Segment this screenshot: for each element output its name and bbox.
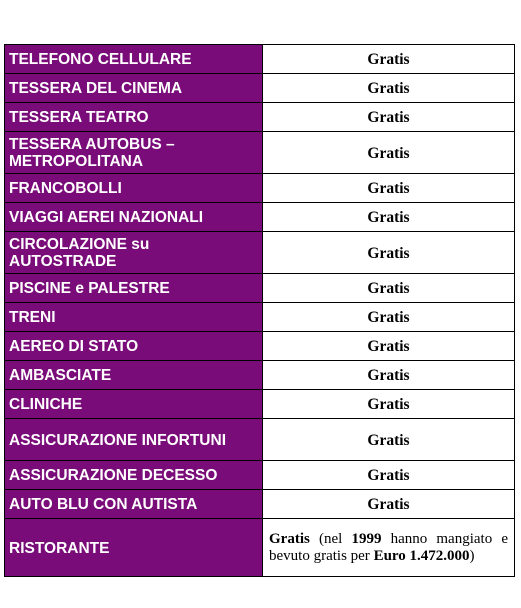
row-label: PISCINE e PALESTRE — [5, 274, 263, 303]
row-label: CLINICHE — [5, 390, 263, 419]
note-lead: Gratis — [269, 530, 310, 547]
row-label: VIAGGI AEREI NAZIONALI — [5, 203, 263, 232]
table-row — [5, 332, 515, 361]
row-value: Gratis — [263, 419, 515, 461]
row-value: Gratis — [263, 490, 515, 519]
row-value: Gratis — [263, 303, 515, 332]
row-label: TELEFONO CELLULARE — [5, 45, 263, 74]
row-value: Gratis — [263, 461, 515, 490]
table-row — [5, 303, 515, 332]
note-open: (nel — [309, 530, 352, 547]
row-label: AEREO DI STATO — [5, 332, 263, 361]
row-label: TESSERA TEATRO — [5, 103, 263, 132]
table-row — [5, 390, 515, 419]
row-label: AMBASCIATE — [5, 361, 263, 390]
row-value: Gratis — [263, 274, 515, 303]
row-label: ASSICURAZIONE INFORTUNI — [5, 419, 263, 461]
table-row — [5, 74, 515, 103]
table-row-ristorante — [5, 519, 515, 577]
row-value: Gratis — [263, 132, 515, 174]
row-label: CIRCOLAZIONE su AUTOSTRADE — [5, 232, 263, 274]
row-value: Gratis — [263, 103, 515, 132]
row-label: TRENI — [5, 303, 263, 332]
note-year: 1999 — [351, 530, 382, 547]
ristorante-note — [263, 519, 515, 577]
privileges-table — [4, 44, 515, 577]
table-row — [5, 45, 515, 74]
table-row — [5, 232, 515, 274]
table-row — [5, 419, 515, 461]
row-label: ASSICURAZIONE DECESSO — [5, 461, 263, 490]
row-label: TESSERA AUTOBUS – METROPOLITANA — [5, 132, 263, 174]
table-row — [5, 203, 515, 232]
row-value: Gratis — [263, 174, 515, 203]
note-close: ) — [469, 547, 475, 564]
note-middle: hanno mangiato e bevuto gratis per — [269, 530, 508, 564]
privileges-table-container — [4, 44, 514, 577]
row-value: Gratis — [263, 74, 515, 103]
table-row — [5, 361, 515, 390]
row-value: Gratis — [263, 361, 515, 390]
table-row — [5, 132, 515, 174]
row-value: Gratis — [263, 45, 515, 74]
note-amount: Euro 1.472.000 — [373, 547, 470, 564]
row-value: Gratis — [263, 203, 515, 232]
row-label: RISTORANTE — [5, 519, 263, 577]
row-label: AUTO BLU CON AUTISTA — [5, 490, 263, 519]
row-value: Gratis — [263, 332, 515, 361]
row-value: Gratis — [263, 390, 515, 419]
table-row — [5, 274, 515, 303]
table-row — [5, 174, 515, 203]
table-row — [5, 490, 515, 519]
row-label: FRANCOBOLLI — [5, 174, 263, 203]
table-row — [5, 461, 515, 490]
table-row — [5, 103, 515, 132]
row-label: TESSERA DEL CINEMA — [5, 74, 263, 103]
row-value: Gratis — [263, 232, 515, 274]
